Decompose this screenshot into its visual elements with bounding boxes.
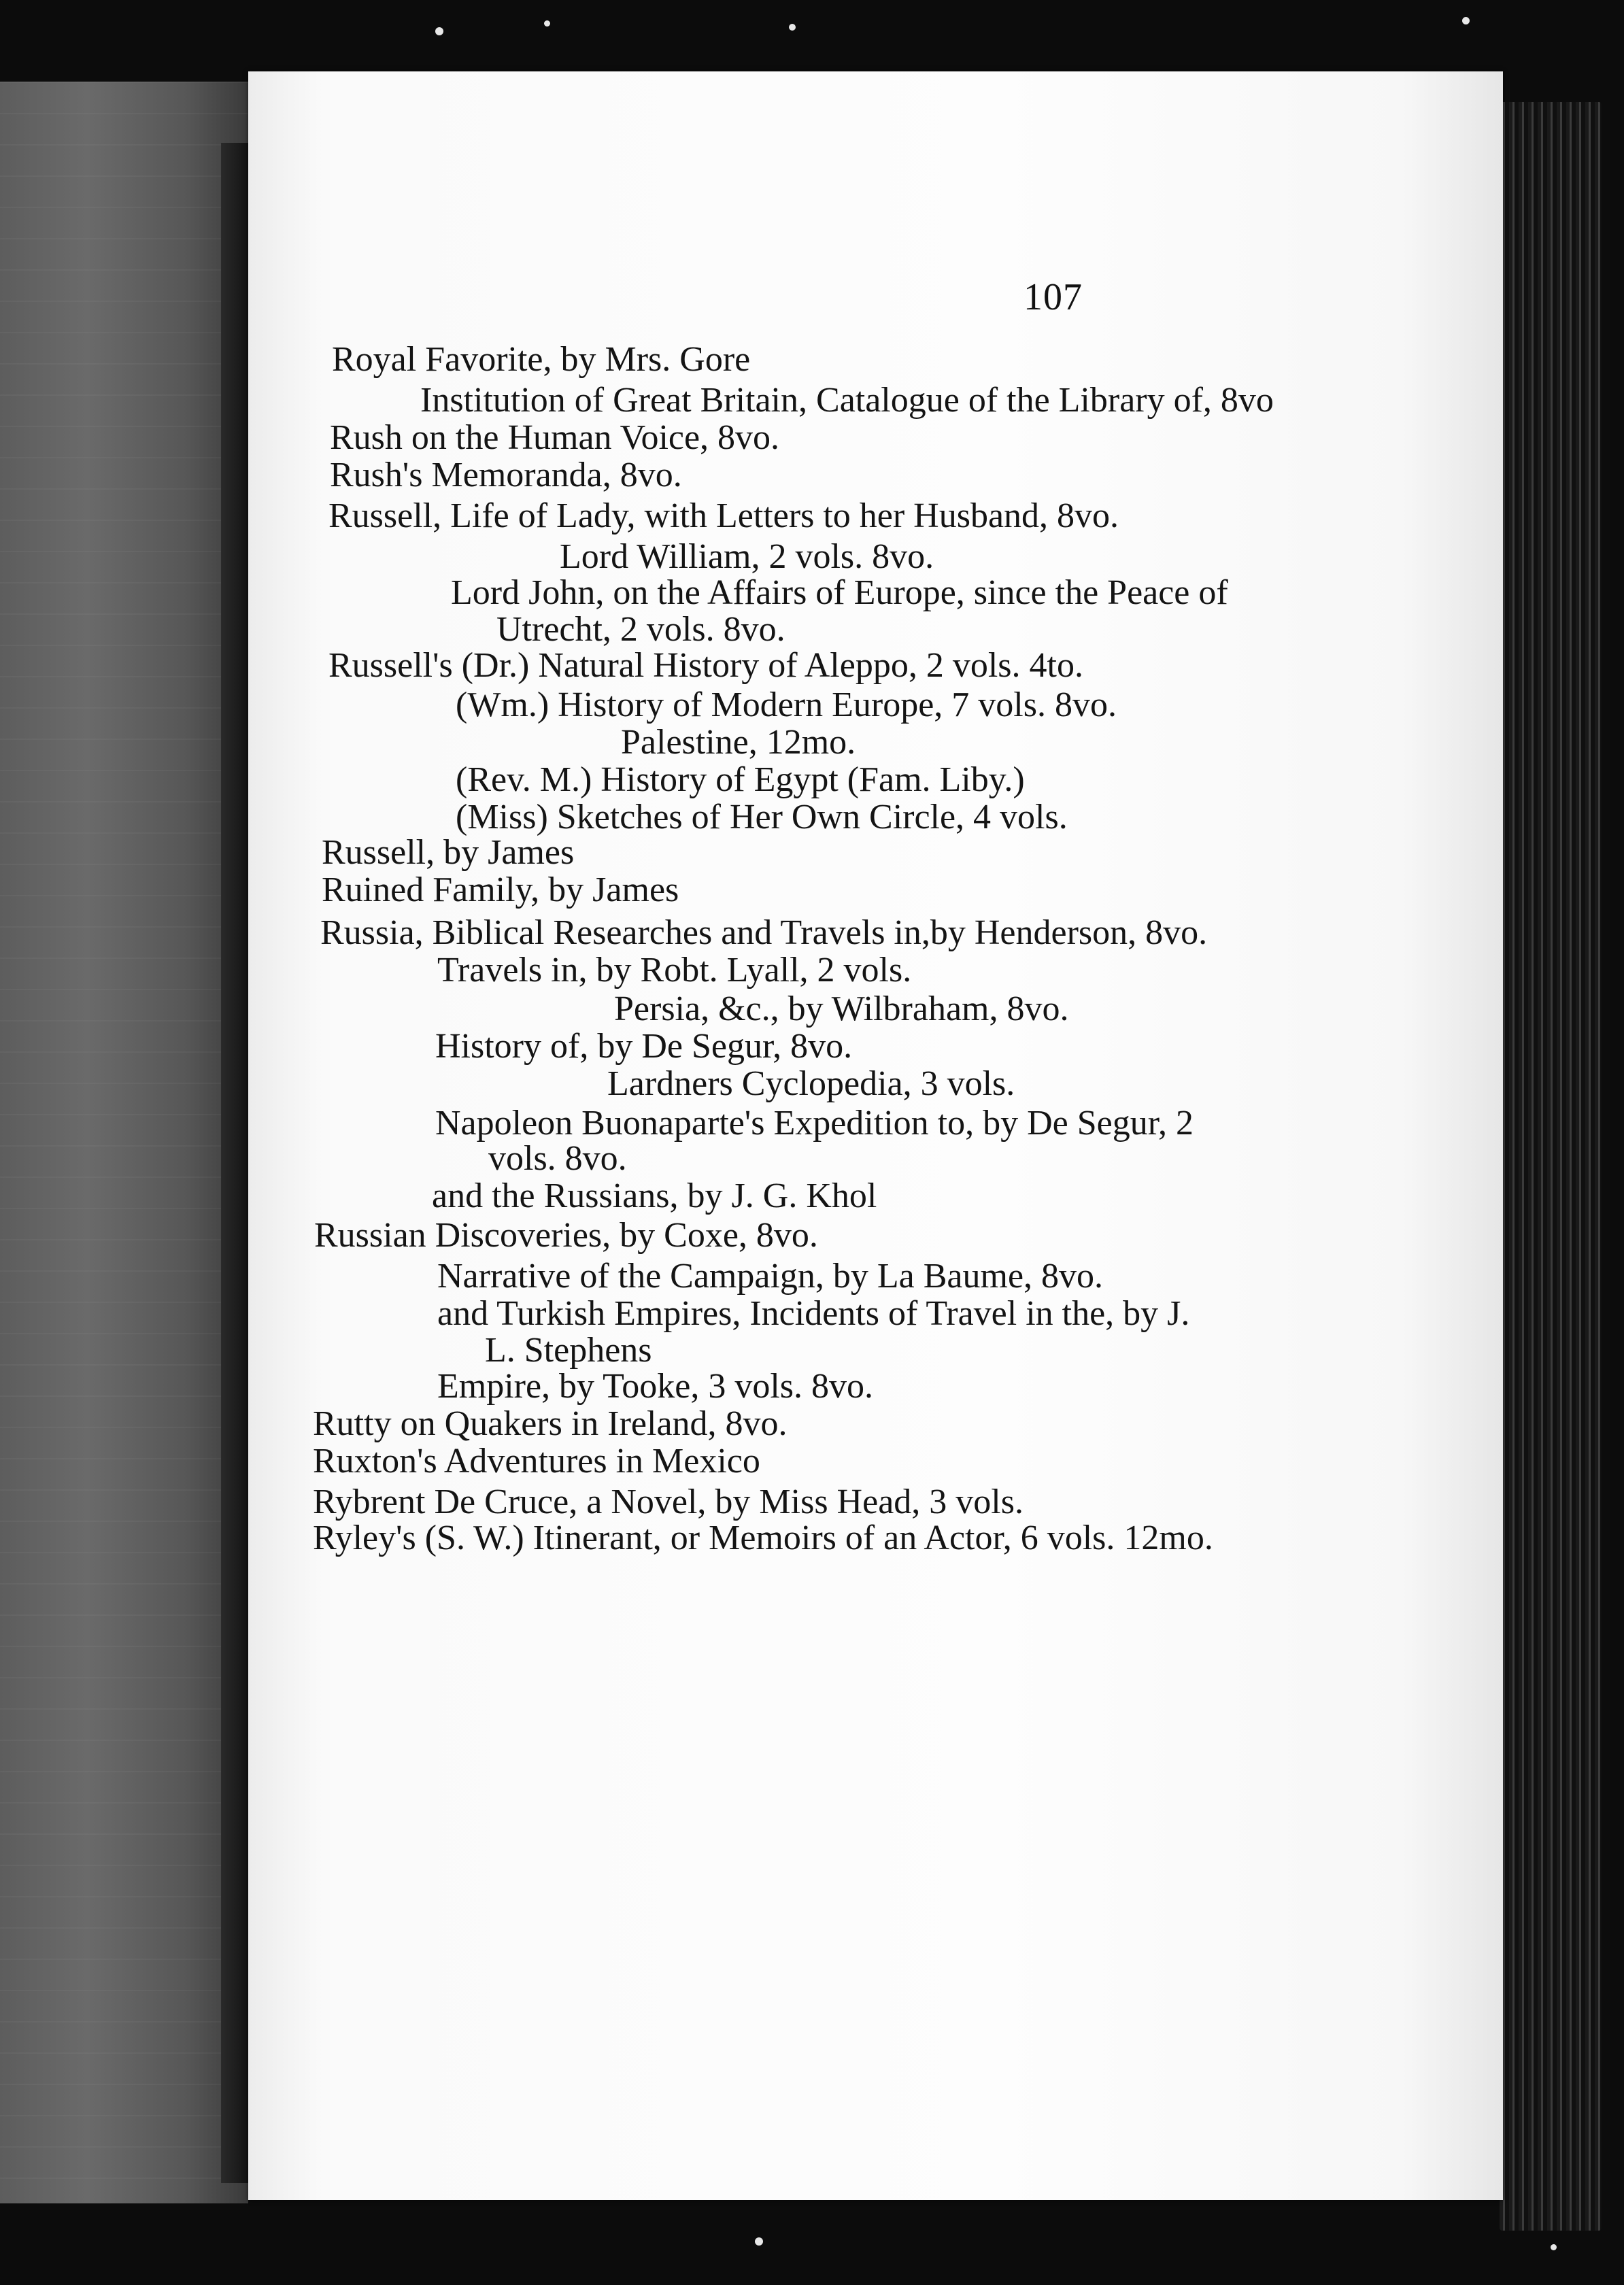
- catalogue-entry: Russell's (Dr.) Natural History of Aleppo, 2 vols. 4to.: [328, 646, 1083, 685]
- catalogue-entry: Napoleon Buonaparte's Expedition to, by De Segur, 2: [435, 1104, 1194, 1142]
- catalogue-entry: Russia, Biblical Researches and Travels in,by Henderson, 8vo.: [320, 913, 1208, 952]
- cover-inner-edge: [221, 143, 248, 2183]
- catalogue-entry: Lardners Cyclopedia, 3 vols.: [607, 1064, 1015, 1103]
- catalogue-entry: (Miss) Sketches of Her Own Circle, 4 vols.: [456, 798, 1068, 836]
- catalogue-entry: and the Russians, by J. G. Khol: [432, 1177, 877, 1215]
- catalogue-entry: Ruxton's Adventures in Mexico: [313, 1442, 760, 1480]
- scan-speck: [1462, 17, 1470, 24]
- catalogue-entry: vols. 8vo.: [488, 1139, 627, 1178]
- catalogue-entry: (Wm.) History of Modern Europe, 7 vols. 8vo.: [456, 686, 1117, 724]
- scan-speck: [544, 20, 550, 27]
- scan-speck: [435, 27, 443, 35]
- catalogue-entry: Palestine, 12mo.: [621, 723, 856, 762]
- catalogue-entry: Persia, &c., by Wilbraham, 8vo.: [614, 989, 1069, 1028]
- catalogue-entry: Rutty on Quakers in Ireland, 8vo.: [313, 1404, 788, 1443]
- catalogue-entry: Ruined Family, by James: [322, 870, 679, 909]
- page-edges-right: [1500, 102, 1602, 2231]
- scan-speck: [789, 24, 796, 31]
- catalogue-entry: Narrative of the Campaign, by La Baume, 8vo.: [437, 1257, 1104, 1296]
- catalogue-entry: Russian Discoveries, by Coxe, 8vo.: [314, 1216, 818, 1255]
- scan-speck: [1551, 2244, 1557, 2250]
- catalogue-entry: Empire, by Tooke, 3 vols. 8vo.: [437, 1367, 874, 1406]
- catalogue-entry: Travels in, by Robt. Lyall, 2 vols.: [437, 951, 912, 989]
- scan-speck: [755, 2237, 763, 2246]
- catalogue-entry: Rush's Memoranda, 8vo.: [330, 456, 682, 494]
- catalogue-entry: Lord John, on the Affairs of Europe, since the Peace of: [451, 573, 1228, 612]
- page-number: 107: [1024, 276, 1083, 318]
- catalogue-entry: and Turkish Empires, Incidents of Travel in the, by J.: [437, 1294, 1190, 1333]
- catalogue-entry: L. Stephens: [485, 1331, 652, 1370]
- catalogue-entry: Russell, by James: [322, 833, 575, 872]
- catalogue-entry: History of, by De Segur, 8vo.: [435, 1027, 853, 1066]
- book-cover-left: [0, 82, 248, 2203]
- catalogue-entry: Lord William, 2 vols. 8vo.: [560, 537, 934, 576]
- catalogue-entry: Royal Favorite, by Mrs. Gore: [332, 340, 751, 379]
- catalogue-entry: Institution of Great Britain, Catalogue of the Library of, 8vo: [420, 381, 1274, 420]
- catalogue-entry: Utrecht, 2 vols. 8vo.: [496, 610, 785, 649]
- catalogue-entry: (Rev. M.) History of Egypt (Fam. Liby.): [456, 760, 1025, 799]
- catalogue-entry: Rybrent De Cruce, a Novel, by Miss Head, 3 vols.: [313, 1483, 1024, 1521]
- catalogue-entry: Russell, Life of Lady, with Letters to her Husband, 8vo.: [328, 496, 1119, 535]
- catalogue-entry: Rush on the Human Voice, 8vo.: [330, 418, 780, 457]
- catalogue-entry: Ryley's (S. W.) Itinerant, or Memoirs of an Actor, 6 vols. 12mo.: [313, 1519, 1213, 1557]
- catalogue-page: [248, 71, 1503, 2200]
